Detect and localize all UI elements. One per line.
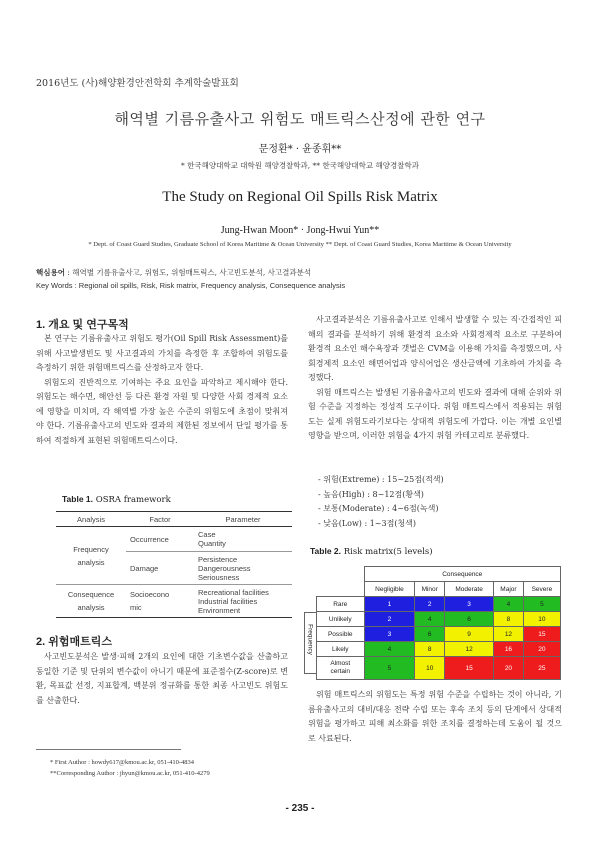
risk-cell: 10 bbox=[415, 657, 445, 680]
affiliation-english: * Dept. of Coast Guard Studies, Graduate School of Korea Maritime & Ocean University ** Dept. of Coast Guard Studies, Korea Maritime & Ocean University bbox=[88, 241, 512, 248]
footnote-first-author: * First Author : howdy617@kmou.ac.kr, 051-410-4834 bbox=[50, 759, 195, 766]
table-header: Factor bbox=[126, 512, 194, 527]
risk-level-item: - 위험(Extreme) : 15~25점(적색) bbox=[318, 475, 444, 484]
table-cell: Socioecono mic bbox=[126, 585, 194, 618]
keywords-english-label: Key Words bbox=[36, 281, 73, 290]
authors-korean: 문정환* · 윤종휘** bbox=[258, 144, 342, 155]
table-row bbox=[317, 597, 561, 612]
keywords-korean bbox=[36, 267, 311, 278]
row-header: Possible bbox=[317, 627, 365, 642]
risk-cell: 12 bbox=[445, 642, 494, 657]
risk-level-item: - 낮음(Low) : 1~3점(청색) bbox=[318, 518, 417, 528]
row-header: Rare bbox=[317, 597, 365, 612]
section1-body bbox=[36, 332, 288, 448]
table-cell: Case Quantity bbox=[198, 530, 226, 548]
column-header: Severe bbox=[523, 582, 560, 597]
column-header: Moderate bbox=[445, 582, 494, 597]
risk-cell: 20 bbox=[523, 642, 560, 657]
risk-cell: 3 bbox=[445, 597, 494, 612]
risk-cell: 1 bbox=[364, 597, 415, 612]
risk-cell: 5 bbox=[523, 597, 560, 612]
conference-name: 2016년도 (사)해양환경안전학회 추계학술발표회 bbox=[36, 78, 239, 89]
right-column-body bbox=[308, 313, 562, 444]
risk-cell: 6 bbox=[415, 627, 445, 642]
table2-caption bbox=[310, 546, 433, 557]
section2-heading: 2. 위험매트릭스 bbox=[36, 636, 112, 648]
row-header: Unlikely bbox=[317, 612, 365, 627]
keywords-korean-label: 핵심용어 bbox=[36, 268, 65, 277]
risk-matrix-table bbox=[316, 566, 561, 680]
risk-cell: 25 bbox=[523, 657, 560, 680]
table-header: Parameter bbox=[194, 512, 292, 527]
section2-body bbox=[36, 650, 288, 708]
keywords-english-text: : Regional oil spills, Risk, Risk matrix, Frequency analysis, Consequence analysis bbox=[74, 281, 346, 290]
section1-paragraph: 위험도의 진반적으로 기여하는 주요 요인을 파악하고 제시해야 한다. 위험도는 해수면, 해안선 등 다른 환경 자원 및 다양한 사회 경제적 요소에 영향을 미치며, 각 해역별 가장 높은 수준의 위험도에 초점이 맞춰져야 한다. 기름유출사고의 빈도와 결과의 제한된 정보에서 단일 평가를 통하여 적절하게 표현된 위험매트릭스이다. bbox=[36, 377, 288, 445]
section1-paragraph: 본 연구는 기름유출사고 위험도 평가(Oil Spill Risk Assessment)를 위해 사고발생빈도 및 사고결과의 가치를 측정한 후 조합하여 위험도를 측정하기 위한 위험매트릭스를 산정하고자 한다. bbox=[36, 334, 288, 372]
section1-heading: 1. 개요 및 연구목적 bbox=[36, 319, 129, 331]
table-cell: Recreational facilities Industrial facilities Environment bbox=[194, 585, 292, 618]
table-row bbox=[317, 627, 561, 642]
table-cell: Consequence analysis bbox=[56, 585, 126, 618]
footnotes bbox=[50, 757, 210, 779]
table-cell: Damage bbox=[126, 552, 194, 585]
risk-cell: 15 bbox=[445, 657, 494, 680]
risk-cell: 9 bbox=[445, 627, 494, 642]
table-row bbox=[317, 612, 561, 627]
authors-english: Jung-Hwan Moon* · Jong-Hwui Yun** bbox=[220, 225, 380, 236]
consequence-header: Consequence bbox=[364, 567, 561, 582]
risk-level-item: - 높음(High) : 8~12점(황색) bbox=[318, 489, 424, 499]
risk-cell: 12 bbox=[494, 627, 524, 642]
table1-caption-text: OSRA framework bbox=[95, 495, 171, 505]
right-conclusion bbox=[308, 688, 562, 746]
table-row bbox=[317, 657, 561, 680]
risk-cell: 5 bbox=[364, 657, 415, 680]
table1-caption bbox=[62, 494, 171, 505]
section2-paragraph: 사고빈도분석은 발생·피해 2개의 요인에 대한 기초변수값을 산출하고 동일한 기준 및 단위의 변수값이 아니기 때문에 표준점수(Z-score)로 변환, 목표값 선정, 지표합계, 백분위 정규화를 통한 최종 사고빈도 위험도를 산출한다. bbox=[36, 652, 288, 705]
column-header: Minor bbox=[415, 582, 445, 597]
column-header: Negligible bbox=[364, 582, 415, 597]
risk-cell: 2 bbox=[415, 597, 445, 612]
risk-cell: 20 bbox=[494, 657, 524, 680]
risk-cell: 10 bbox=[523, 612, 560, 627]
frequency-axis-label: Frequency bbox=[306, 624, 314, 655]
page-number: - 235 - bbox=[285, 803, 315, 814]
paper-title-english: The Study on Regional Oil Spills Risk Matrix bbox=[162, 189, 438, 205]
keywords-korean-text: : 해역별 기름유출사고, 위험도, 위험매트릭스, 사고빈도분석, 사고결과분석 bbox=[67, 268, 312, 277]
row-header: Almost certain bbox=[317, 657, 365, 680]
risk-level-item: - 보통(Moderate) : 4~6점(녹색) bbox=[318, 504, 439, 513]
table2-caption-label: Table 2. bbox=[310, 546, 342, 556]
column-header: Major bbox=[494, 582, 524, 597]
risk-cell: 2 bbox=[364, 612, 415, 627]
risk-cell: 15 bbox=[523, 627, 560, 642]
risk-cell: 3 bbox=[364, 627, 415, 642]
risk-cell: 8 bbox=[494, 612, 524, 627]
risk-cell: 4 bbox=[494, 597, 524, 612]
table-header: Analysis bbox=[56, 512, 126, 527]
risk-cell: 6 bbox=[445, 612, 494, 627]
osra-framework-table bbox=[56, 511, 292, 618]
footnote-divider bbox=[36, 749, 181, 750]
table2-caption-text: Risk matrix(5 levels) bbox=[343, 547, 433, 557]
right-paragraph: 사고결과분석은 기름유출사고로 인해서 발생할 수 있는 직·간접적인 피해의 결과를 분석하기 위해 환경적 요소와 사회경제적 요소로 구분하여 환경적 요소인 해수욕장과 갯벌은 CVM을 이용해 가치를 측정했으며, 사회경제적 요소인 해면어업과 양식어업은 생산금액에 기초하여 가치를 측정했다. bbox=[308, 315, 562, 382]
risk-cell: 4 bbox=[415, 612, 445, 627]
risk-level-list bbox=[318, 473, 444, 531]
right-paragraph: 위험 매트릭스는 발생된 기름유출사고의 빈도와 결과에 대해 순위와 위험 수준을 지정하는 정성적 도구이다. 위험 매트릭스에서 적용되는 위험도는 실제 위험도라기보다는 상대적 위험도에 가깝다. 이는 개별 요인별 영향을 받으며, 이러한 위험을 4가지 위험 카테고리로 분류했다. bbox=[308, 387, 562, 440]
risk-cell: 8 bbox=[415, 642, 445, 657]
row-header: Likely bbox=[317, 642, 365, 657]
table-row bbox=[317, 642, 561, 657]
risk-cell: 16 bbox=[494, 642, 524, 657]
risk-cell: 4 bbox=[364, 642, 415, 657]
table-cell: Occurrence bbox=[130, 534, 169, 544]
table1-caption-label: Table 1. bbox=[62, 494, 94, 504]
right-paragraph: 위험 매트릭스의 위험도는 특정 위험 수준을 수립하는 것이 아니라, 기름유출사고의 대비/대응 전략 수립 또는 후속 조치 등의 단계에서 상대적 위험을 평가하고 피해 최소화를 위한 조치를 결정하는데 도움이 될 것으로 사료된다. bbox=[308, 690, 562, 743]
footnote-corresponding-author: **Corresponding Author : jhyun@kmou.ac.kr, 051-410-4279 bbox=[50, 770, 210, 777]
keywords-english bbox=[36, 281, 345, 290]
table-cell: Persistence Dangerousness Seriousness bbox=[194, 552, 292, 585]
affiliation-korean: * 한국해양대학교 대학원 해양경찰학과, ** 한국해양대학교 해양경찰학과 bbox=[180, 161, 420, 170]
paper-title-korean: 해역별 기름유출사고 위험도 매트릭스산정에 관한 연구 bbox=[114, 110, 486, 128]
table-cell: Frequency analysis bbox=[73, 544, 109, 567]
